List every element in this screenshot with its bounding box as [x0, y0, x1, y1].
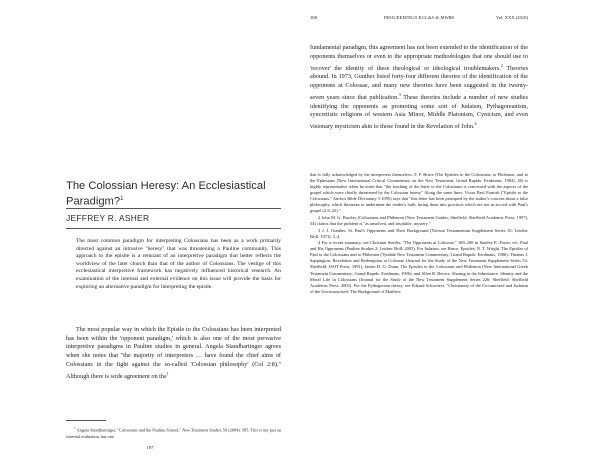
footnote-4: 4 For a recent summary, see Christian Stettler, "The Opponents at Colossae," 169–200 in Stanley E. Porter, ed., Paul and His Opponents (Pauline Studies 2; Leiden: Brill, 2005). For Judaism, see Bruce, Epistles; N. T. Wright, The Epistles of Paul to the Colossians and to Philemon (Tyndale New Testament Commentary; Grand Rapids: Eerdmans, 1986); Thomas J. Sappington, Revelation and Redemption at Colossae (Journal for the Study of the New Testament Supplement Series 53; Sheffield: JSOT Press, 1991); James D. G. Dunn, The Epistles to the Colossians and Philemon (New International Greek Testament Commentary; Grand Rapids: Eerdmans, 1996); and Allen R. Bevere, Sharing in the Inheritance: Identity and the Moral Life in Colossians (Journal for the Study of the New Testament Supplement Series 226; Sheffield: Sheffield Academic Press, 2003). For the Pythagorean theory, see Eduard Schweizer, "Christianity of the Circumcised and Judaism of the Uncircumcised: The Background of Matthew	[310, 240, 528, 294]
body-text-left: The most popular way in which the Epistle to the Colossians has been interpreted has been within the 'opponent paradigm,' which is also one of the most pervasive interpretive paradigms in Pauline studies in general. Angela Standhartinger agrees when she notes that "the majority of interpreters … have found the chief aims of Colossians in the fight against the so-called 'Colossian philosophy' (Col 2:8)." Although there is wide agreement on the$^1$	[66, 326, 281, 380]
footnote-1-continued: that is fully acknowledged by the interpreters themselves. F. F. Bruce (The Epistles to the Colossians, to Philemon, and to the Ephesians [New International Critical Commentary on the New Testament; Grand Rapids: Eerdmans, 1984], 26) is highly representative when he notes that "the teaching of the letter to the Colossians is concerned with the aspects of the gospel which were chiefly threatened by the Colossian heresy" Along the same lines, Victor Paul Furnish ("Epistle to the Colossians," Anchor Bible Dictionary 1:1095) says that "this letter has been prompted by the author's concern about a false philosophy, which threatens to undermine the reader's faith, luring them into practices which are not in accord with Paul's gospel (2:8–23)."	[310, 172, 528, 214]
page-number-right: 108	[310, 15, 317, 20]
page-number-left: 107	[146, 445, 154, 450]
right-page	[300, 0, 600, 464]
abstract: The most common paradigm for interpreting Colossians has been as a work primarily directed against an intrusive "heresy" that was threatening a Pauline community. This approach to the epistle is a remnant of an interpretive paradigm that better reflects the worldview of the later church than that of the author of Colossians. The vestige of this ecclesiastical interpretive framework has negatively influenced historical research. An examination of the internal and external evidence on this issue will provide the basis for exploring an alternative paradigm for interpreting the epistle.	[76, 238, 281, 290]
running-header	[310, 15, 528, 23]
footnote-2: 2 John M. G. Barclay (Colossians and Philemon [New Testament Guides; Sheffield: Sheffield Academic Press, 1997], 54) claims that the problem is "as unsolved, and insoluble, mystery."	[310, 214, 528, 226]
article-title: The Colossian Heresy: An Ecclesiastical Paradigm?$^1$	[66, 180, 266, 208]
title-rule	[66, 208, 281, 209]
body-text-right: fundamental paradigm, this agreement has not been extended to the identification of the opponents themselves or even to the appropriate methodologies that one should use to 'recover' the identity of these theological or ideological troublemakers.$^2$ Theories abound. In 1973, Gunther listed forty-four different theories of the identification of the opponents at Colossae, and many new theories have been suggested in the twenty-seven years since that publication.$^3$ These theories include a number of new studies identifying the opponents as promoting some sort of Judaism, Pythagoreanism, syncretistic religions of western Asia Minor, Middle Platonism, Cynicism, and even visionary mysticism akin to those found in the Revelation of John.$^4$	[310, 44, 529, 131]
author-rule	[66, 228, 281, 229]
footnote-3: 3 J. J. Gunther, St. Paul's Opponents and Their Background (Novum Testamentum Supplement Series 35; Leiden: Brill, 1973), 3–4.	[310, 227, 528, 239]
footnotes-right	[310, 172, 528, 295]
footnote-rule	[66, 420, 106, 421]
author-name: JEFFREY R. ASHER	[66, 213, 150, 223]
footnote-1: $^1$ Angela Standhartinger, "Colossians and the Pauline School," New Testament Studies 50 (2004): 585. This is not just an external evaluation, but one	[66, 426, 281, 439]
journal-name: PROCEEDINGS EGL&S & MWBS	[383, 15, 455, 20]
volume-info: Vol. XXX (2010)	[496, 15, 528, 20]
